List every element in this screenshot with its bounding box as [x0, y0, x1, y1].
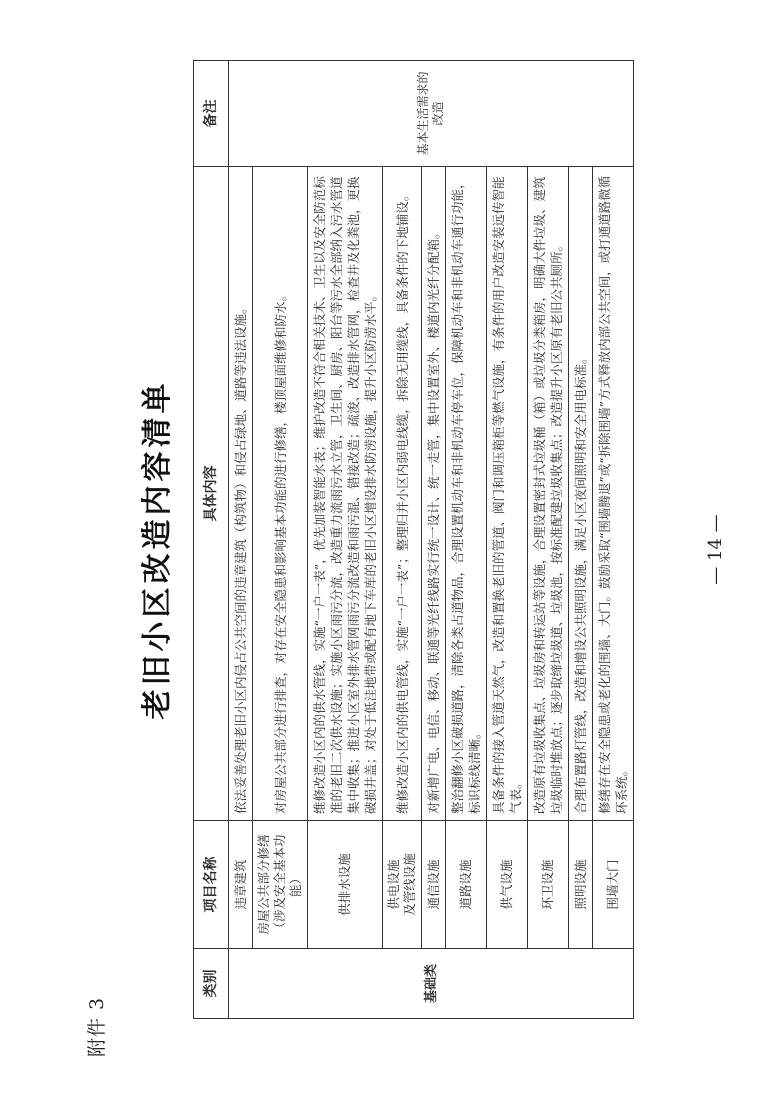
table-row — [569, 61, 593, 1019]
table-header-row — [194, 61, 229, 1019]
header-note: 备注 — [194, 61, 229, 167]
table-row — [229, 61, 253, 1019]
content-cell: 改造原有垃圾收集点、垃圾房和转运站等设施，合理设置密封式垃圾桶（箱）或垃圾分类箱房，明确大件垃圾、建筑垃圾临时堆放点；逐步取缔垃圾道、垃圾池，按标准配建垃圾收集点；改造提升小区原有老旧公共厕所。 — [528, 167, 569, 821]
content-cell: 具备条件的接入管道天然气，改造和置换老旧的管道、阀门和调压箱柜等燃气设施，有条件的用户改造安装远传智能气表。 — [487, 167, 528, 821]
content-cell: 合理布置路灯管线，改造和增设公共照明设施，满足小区夜间照明和安全用电标准。 — [569, 167, 593, 821]
header-content: 具体内容 — [194, 167, 229, 821]
item-name-line: 道路设施 — [458, 859, 473, 910]
item-name-line: （涉及安全基本功能） — [272, 834, 303, 935]
category-cell: 基础类 — [229, 949, 634, 1019]
item-name-line: 供气设施 — [499, 859, 514, 910]
table-row — [593, 61, 634, 1019]
content-cell: 维修改造小区内的供电管线，实施“一户一表”；整理归并小区内弱电线缆，拆除无用缆线，具备条件的下地铺设。 — [383, 167, 422, 821]
table-row — [446, 61, 487, 1019]
note-cell: 基本生活需求的改造 — [229, 61, 634, 167]
content-cell: 对房屋公共部分进行排查，对存在安全隐患和影响基本功能的进行修缮，楼顶屋面维修和防水。 — [253, 167, 308, 821]
table-row — [487, 61, 528, 1019]
header-category: 类别 — [194, 949, 229, 1019]
annex-label: 附件 3 — [86, 996, 108, 1057]
table-row — [253, 61, 308, 1019]
content-cell: 整治翻修小区破损道路，清除各类占道物品，合理设置机动车和非机动车停车位，保障机动车和非机动车通行功能，标识标线清晰。 — [446, 167, 487, 821]
page-number: — 14 — — [705, 514, 726, 585]
item-name-line: 围墙大门 — [605, 859, 620, 910]
item-name-cell — [229, 821, 253, 949]
item-name-line: 供电设施 — [386, 859, 401, 910]
content-cell: 对新增广电、电信、移动、联通等光纤线路实行统一设计、统一走管，集中设置室外、楼道内光纤分配箱。 — [422, 167, 446, 821]
content-cell: 维修改造小区内的供水管线，实施“一户一表”，优先加装智能水表；维护改造不符合相关技术、卫生以及安全防范标准的老旧二次供水设施；实施小区雨污分流，改造重力流雨污水立管，卫生间、厨房、阳台等污水全部纳入污水管道集中收集；推进小区室外排水管网雨污分流改造和雨污混、错接改造；疏浚、改造排水管网，检查井及化粪池，更换破损井盖；对处于低洼地带或配有地下车库的老旧小区增设排水防涝设施，提升小区防涝水平。 — [308, 167, 383, 821]
header-item: 项目名称 — [194, 821, 229, 949]
page-title: 老旧小区改造内容清单 — [140, 379, 175, 720]
table-row — [308, 61, 383, 1019]
item-name-line: 环卫设施 — [540, 859, 555, 910]
table-row — [383, 61, 422, 1019]
item-name-line: 违章建筑 — [232, 859, 248, 910]
table-body — [229, 61, 634, 1019]
item-name-line: 通信设施 — [425, 859, 441, 910]
item-name-line: 房屋公共部分修缮 — [256, 834, 271, 935]
item-name-cell — [383, 821, 422, 949]
item-name-cell — [593, 821, 634, 949]
table-row — [528, 61, 569, 1019]
item-name-cell — [253, 821, 308, 949]
content-cell: 修缮存在安全隐患或老化的围墙、大门。鼓励采取“围墙腾退”或“拆除围墙”方式释放内部公共空间，或打通道路微循环系统。 — [593, 167, 634, 821]
item-name-cell — [487, 821, 528, 949]
item-name-line: 照明设施 — [572, 859, 588, 910]
content-cell: 依法妥善处理老旧小区内侵占公共空间的违章建筑（构筑物）和侵占绿地、道路等违法设施。 — [229, 167, 253, 821]
item-name-cell — [446, 821, 487, 949]
item-name-cell — [422, 821, 446, 949]
table-row — [422, 61, 446, 1019]
item-name-line: 及管线设施 — [402, 853, 417, 916]
item-name-line: 供排水设施 — [337, 853, 352, 916]
item-name-cell — [308, 821, 383, 949]
renovation-content-table — [193, 60, 634, 1019]
item-name-cell — [528, 821, 569, 949]
item-name-cell — [569, 821, 593, 949]
